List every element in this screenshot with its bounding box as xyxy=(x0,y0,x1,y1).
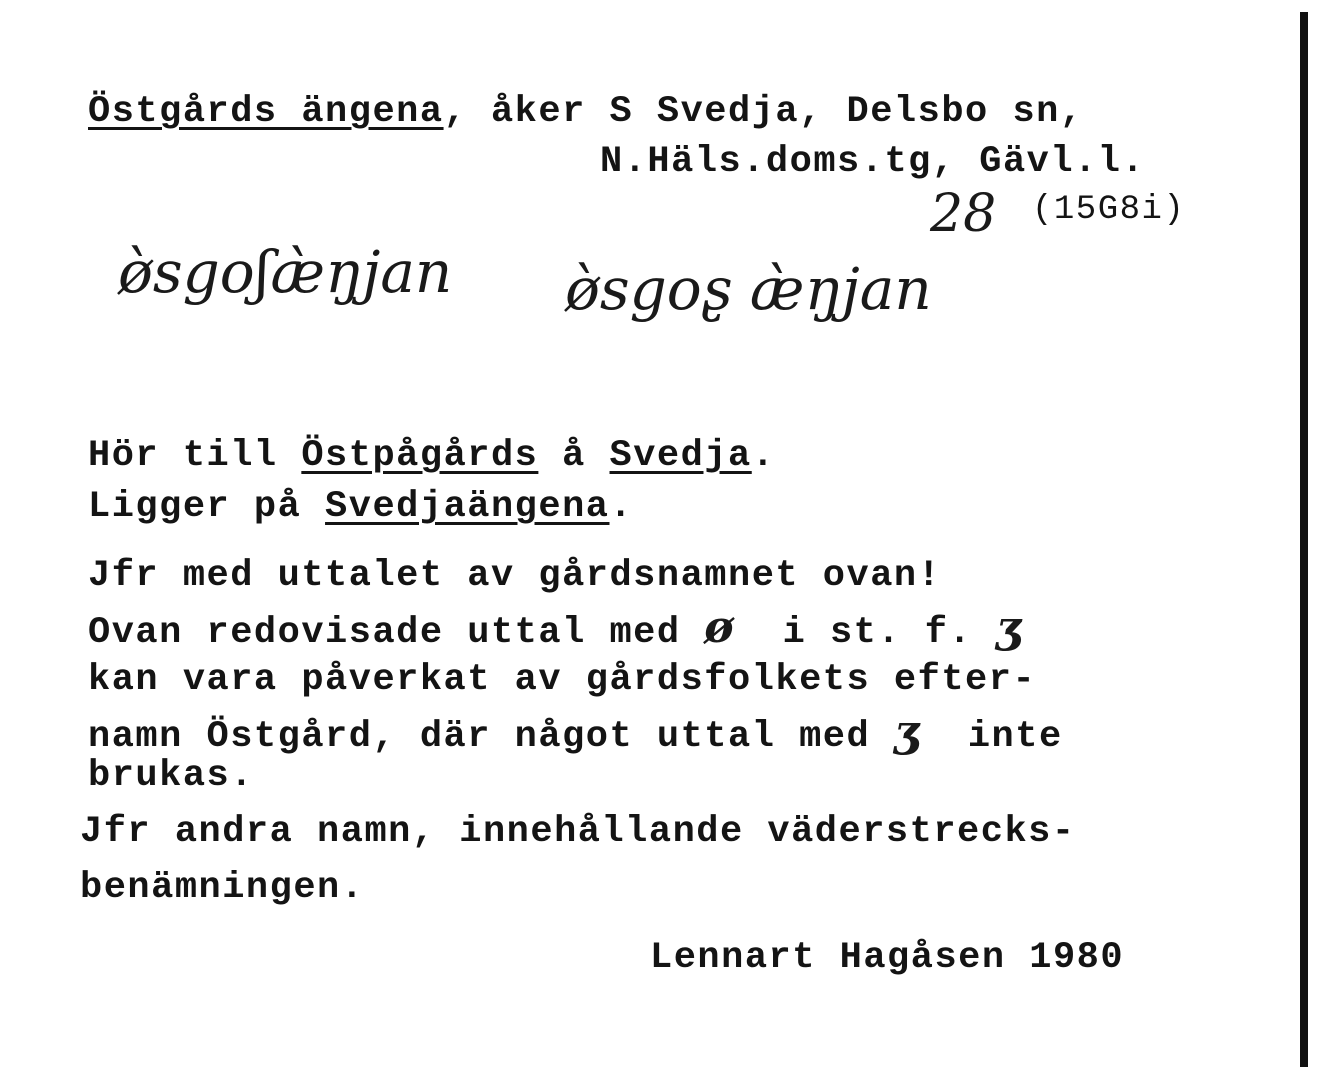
farm-name-link: Östpågårds xyxy=(301,435,539,477)
note-paragraph-line-3: kan vara påverkat av gårdsfolkets efter- xyxy=(88,659,1037,701)
note-paragraph-line-6: Jfr andra namn, innehållande väderstrecks- xyxy=(80,811,1076,853)
note-paragraph-line-7: benämningen. xyxy=(80,867,365,909)
meadow-name-link: Svedjaängena xyxy=(325,486,610,528)
note-paragraph-line-5: brukas. xyxy=(88,755,254,797)
card-number: 28 xyxy=(930,184,997,244)
note-paragraph-line-4: namn Östgård, där något uttal med ʒ inte xyxy=(88,706,1063,758)
village-name-link: Svedja xyxy=(609,435,752,477)
header-line-1 xyxy=(88,92,1084,132)
place-name: Östgårds ängena xyxy=(88,91,444,133)
phonetic-symbol-ezh-2: ʒ xyxy=(893,706,921,757)
header-line-2: N.Häls.doms.tg, Gävl.l. xyxy=(600,141,1146,183)
note-line-lies: Ligger på Svedjaängena. xyxy=(88,486,634,528)
header-location: , åker S Svedja, Delsbo sn, xyxy=(443,91,1084,133)
phonetic-form-2: ø̀sgoʂ æ̀ŋjan xyxy=(565,255,932,323)
phonetic-form-1: ø̀sgoʃæ̀ŋjan xyxy=(118,238,453,306)
signature: Lennart Hagåsen 1980 xyxy=(650,937,1125,979)
phonetic-symbol-ezh: ʒ xyxy=(995,602,1023,653)
note-line-belongs: Hör till Östpågårds å Svedja. xyxy=(88,435,776,477)
note-paragraph-line-2: Ovan redovisade uttal med ø i st. f. ʒ xyxy=(88,602,1023,654)
reference-code: (15G8i) xyxy=(1032,191,1186,229)
phonetic-symbol-o-slash: ø xyxy=(704,602,736,653)
note-paragraph-line-1: Jfr med uttalet av gårdsnamnet ovan! xyxy=(88,555,942,597)
card-edge-line xyxy=(1300,12,1308,1067)
